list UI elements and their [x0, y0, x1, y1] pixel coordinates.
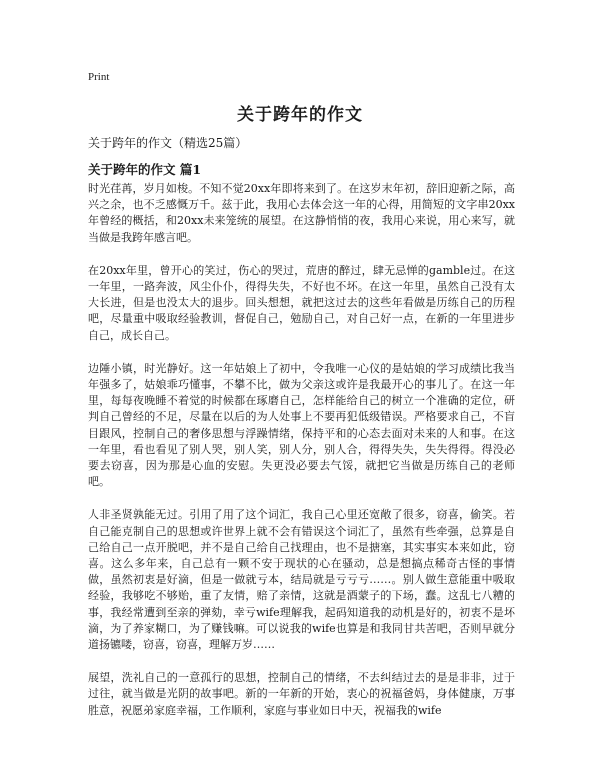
document-title: 关于跨年的作文 [237, 105, 363, 125]
section-heading: 关于跨年的作文 篇1 [88, 162, 202, 177]
article-body [88, 181, 515, 736]
paragraph-3: 边陲小镇，时光静好。这一年姑娘上了初中，令我唯一心仪的是姑娘的学习成绩比我当年强多了，姑娘乖巧懂事，不攀不比，做为父亲这或许是我最开心的事儿了。在这一年里，每每夜晚睡不着觉的时候都在琢磨自己，怎样能给自己的树立一个准确的定位，研判自己曾经的不足，尽量在以后的为人处事上不要再犯低级错误。严格要求自己，不盲目跟风，控制自己的奢侈思想与浮躁情绪，保持平和的心态去面对未来的人和事。在这一年里，看也看见了别人哭，别人笑，别人分，别人合，得得失失，失失得得。得没必要去窃喜，因为那是心血的安慰。失更没必要去气馁，就把它当做是历练自己的老师吧。 [88, 361, 515, 489]
paragraph-1: 时光荏苒，岁月如梭。不知不觉20xx年即将来到了。在这岁末年初，辞旧迎新之际，高兴之余，也不乏感慨万千。兹于此，我用心去体会这一年的心得，用简短的文字串20xx年曾经的概括，和20xx未来笼统的展望。在这静悄悄的夜，我用心来说，用心来写，就当做是我跨年感言吧。 [88, 182, 515, 244]
paragraph-2: 在20xx年里，曾开心的笑过，伤心的哭过，荒唐的醉过，肆无忌惮的gamble过。在这一年里，一路奔波，风尘仆仆，得得失失，不好也不坏。在这一年里，虽然自己没有太大长进，但是也没太大的退步。回头想想，就把这过去的这些年看做是历练自己的历程吧，尽量重中吸取经验教训，督促自己，勉励自己，对自己好一点，在新的一年里进步自己，成长自己。 [88, 263, 515, 342]
print-link[interactable]: Print [88, 71, 110, 83]
paragraph-5: 展望，洗礼自己的一意孤行的思想，控制自己的情绪，不去纠结过去的是是非非，过于过往，就当做是光阴的故事吧。新的一年新的开始，衷心的祝福爸妈，身体健康，万事胜意，祝愿弟家庭幸福，工作顺利，家庭与事业如日中天，祝福我的wife [88, 671, 515, 717]
paragraph-4: 人非圣贤孰能无过。引用了用了这个词汇，我自己心里还宽敞了很多，窃喜，偷笑。若自己能克制自己的思想或许世界上就不会有错误这个词汇了，虽然有些牵强，总算是自己给自己一点开脱吧，并不是自己给自己找理由，也不是搪塞，其实事实本来如此，窃喜。这么多年来，自己总有一颗不安于现状的心在骚动，总是想搞点稀奇古怪的事情做，虽然初衷是好滴，但是一做就亏本，结局就是亏亏亏……。别人做生意能重中吸取经验，我够吃不够贻，重了友情，赔了亲情，这就是酒蒙子的下场，蠢。这乱七八糟的事，我经常遭到至亲的弹劾，幸亏wife理解我，起码知道我的动机是好的，初衷不是坏滴，为了养家糊口，为了赚钱嘛。可以说我的wife也算是和我同甘共苦吧，否则早就分道扬镳喽，窃喜，窃喜，理解万岁…… [88, 508, 515, 652]
document-subtitle: 关于跨年的作文（精选25篇） [88, 136, 248, 150]
